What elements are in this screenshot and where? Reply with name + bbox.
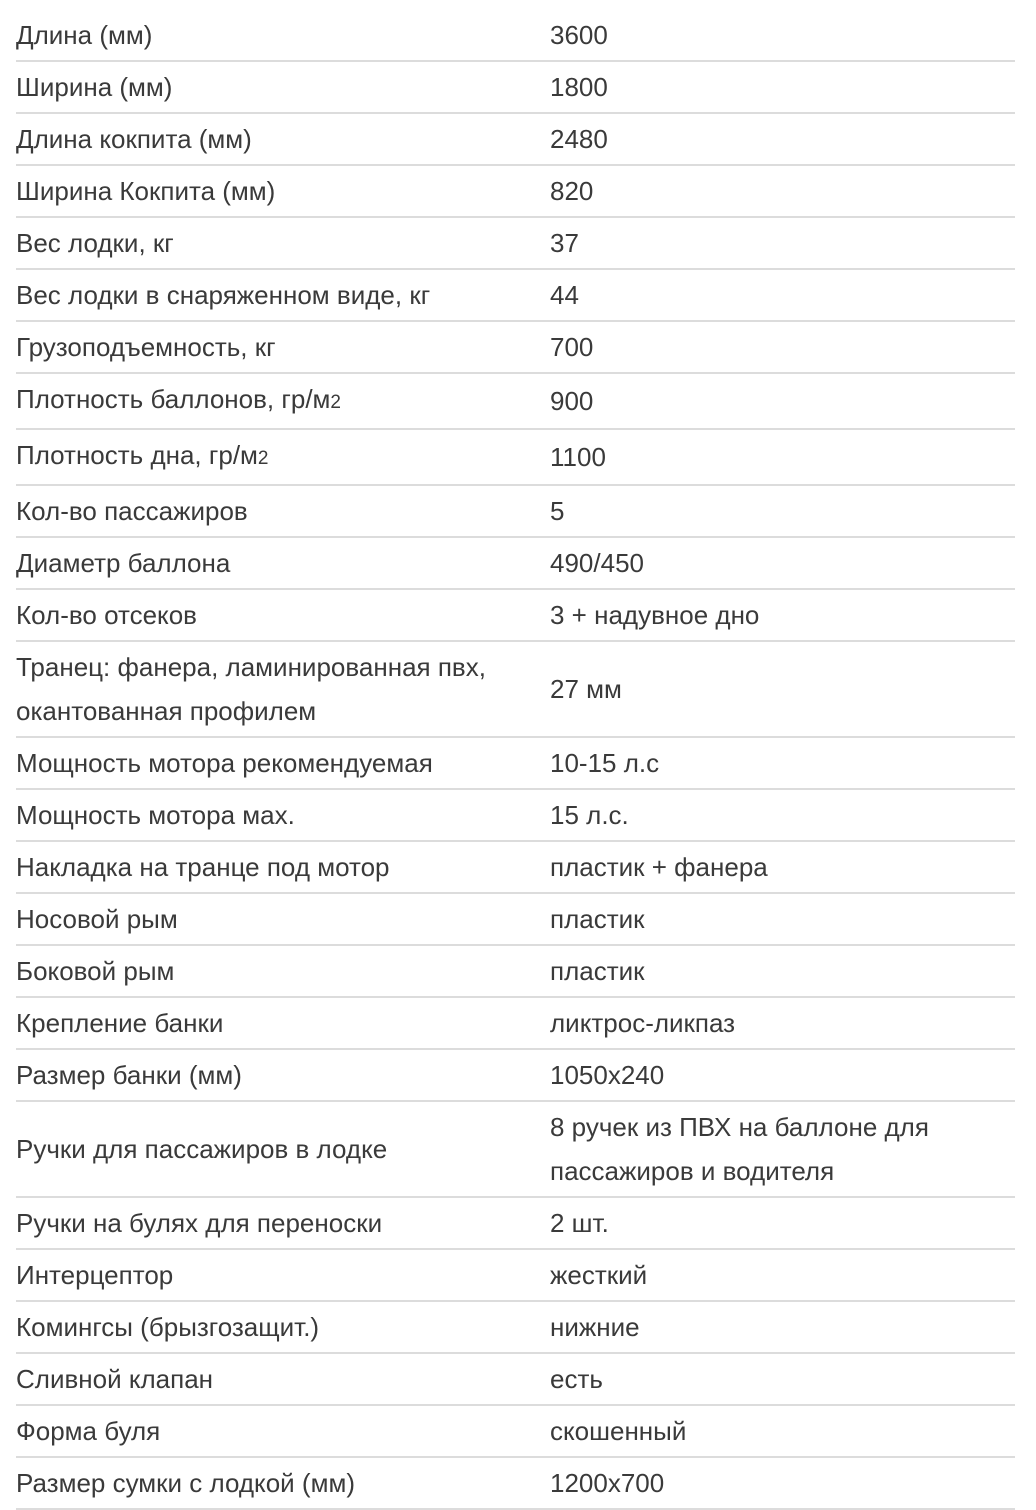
- spec-name-cell: [16, 841, 550, 893]
- spec-name-unit-superscript: 2: [330, 392, 341, 413]
- spec-value: 2480: [550, 124, 608, 154]
- spec-row: [16, 893, 1015, 945]
- spec-value-cell: [550, 997, 1015, 1049]
- spec-row: [16, 1049, 1015, 1101]
- spec-value-cell: [550, 373, 1015, 429]
- spec-name-cell: [16, 1301, 550, 1353]
- spec-row: [16, 269, 1015, 321]
- spec-value: 1200х700: [550, 1468, 665, 1498]
- spec-value: 3 + надувное дно: [550, 600, 760, 630]
- spec-name-cell: [16, 589, 550, 641]
- spec-value: 10-15 л.с: [550, 748, 660, 778]
- spec-row: [16, 10, 1015, 61]
- spec-name: Размер сумки с лодкой (мм): [16, 1468, 355, 1498]
- spec-value-cell: [550, 485, 1015, 537]
- spec-value-cell: [550, 1457, 1015, 1509]
- spec-name: Вес лодки, кг: [16, 228, 174, 258]
- spec-value: 3600: [550, 20, 608, 50]
- spec-name: Сливной клапан: [16, 1364, 214, 1394]
- spec-name: Грузоподъемность, кг: [16, 332, 276, 362]
- spec-value: пластик: [550, 956, 645, 986]
- spec-value-cell: [550, 429, 1015, 485]
- spec-name-cell: [16, 61, 550, 113]
- spec-value: есть: [550, 1364, 603, 1394]
- spec-row: [16, 997, 1015, 1049]
- spec-value-cell: [550, 641, 1015, 737]
- spec-value: 5: [550, 496, 565, 526]
- spec-value: 37: [550, 228, 579, 258]
- spec-name: Ручки для пассажиров в лодке: [16, 1134, 388, 1164]
- spec-value-cell: [550, 1101, 1015, 1197]
- spec-value-cell: [550, 1197, 1015, 1249]
- spec-name: Ширина Кокпита (мм): [16, 176, 276, 206]
- spec-name-cell: [16, 10, 550, 61]
- spec-name-cell: [16, 1405, 550, 1457]
- spec-row: [16, 165, 1015, 217]
- spec-value: 490/450: [550, 548, 644, 578]
- spec-name: Длина кокпита (мм): [16, 124, 252, 154]
- specs-table: [16, 10, 1015, 1510]
- spec-value-cell: [550, 321, 1015, 373]
- spec-value-cell: [550, 113, 1015, 165]
- spec-value: 700: [550, 332, 594, 362]
- spec-name-cell: [16, 165, 550, 217]
- spec-name-cell: [16, 269, 550, 321]
- spec-value-cell: [550, 841, 1015, 893]
- spec-name: Транец: фанера, ламинированная пвх, окантованная профилем: [16, 652, 486, 726]
- spec-name-cell: [16, 1249, 550, 1301]
- spec-value: 1800: [550, 72, 608, 102]
- spec-value: скошенный: [550, 1416, 687, 1446]
- spec-name-cell: [16, 373, 550, 429]
- spec-row: [16, 641, 1015, 737]
- spec-value: 2 шт.: [550, 1208, 609, 1238]
- spec-value: 820: [550, 176, 594, 206]
- spec-row: [16, 1353, 1015, 1405]
- spec-name-cell: [16, 789, 550, 841]
- spec-name: Диаметр баллона: [16, 548, 231, 578]
- spec-value: 1100: [550, 442, 606, 472]
- spec-name-cell: [16, 485, 550, 537]
- spec-name-cell: [16, 113, 550, 165]
- spec-row: [16, 789, 1015, 841]
- spec-value-cell: [550, 269, 1015, 321]
- spec-name: Кол-во отсеков: [16, 600, 197, 630]
- spec-value-cell: [550, 1353, 1015, 1405]
- spec-name: Длина (мм): [16, 20, 153, 50]
- spec-row: [16, 1457, 1015, 1509]
- spec-value: ликтрос-ликпаз: [550, 1008, 736, 1038]
- spec-row: [16, 1301, 1015, 1353]
- spec-value-cell: [550, 217, 1015, 269]
- spec-row: [16, 1249, 1015, 1301]
- spec-name: Ручки на булях для переноски: [16, 1208, 383, 1238]
- spec-name-cell: [16, 997, 550, 1049]
- spec-value-cell: [550, 165, 1015, 217]
- spec-row: [16, 537, 1015, 589]
- spec-value-cell: [550, 537, 1015, 589]
- spec-name-cell: [16, 1197, 550, 1249]
- spec-value: 27 мм: [550, 674, 622, 704]
- spec-value-cell: [550, 789, 1015, 841]
- spec-name-cell: [16, 1049, 550, 1101]
- spec-row: [16, 113, 1015, 165]
- spec-name: Интерцептор: [16, 1260, 174, 1290]
- spec-value-cell: [550, 10, 1015, 61]
- spec-value: 1050х240: [550, 1060, 665, 1090]
- spec-value: жесткий: [550, 1260, 648, 1290]
- spec-row: [16, 589, 1015, 641]
- spec-name-cell: [16, 1457, 550, 1509]
- spec-value: 44: [550, 280, 579, 310]
- spec-name-cell: [16, 893, 550, 945]
- spec-name: Кол-во пассажиров: [16, 496, 248, 526]
- spec-name: Мощность мотора рекомендуемая: [16, 748, 433, 778]
- spec-name: Мощность мотора мах.: [16, 800, 295, 830]
- spec-value: 15 л.с.: [550, 800, 629, 830]
- spec-row: [16, 841, 1015, 893]
- spec-value: 900: [550, 386, 594, 416]
- spec-name: Комингсы (брызгозащит.): [16, 1312, 320, 1342]
- spec-value-cell: [550, 1301, 1015, 1353]
- spec-name-cell: [16, 737, 550, 789]
- spec-name: Боковой рым: [16, 956, 175, 986]
- spec-name: Ширина (мм): [16, 72, 173, 102]
- spec-name: Крепление банки: [16, 1008, 224, 1038]
- spec-value-cell: [550, 945, 1015, 997]
- spec-row: [16, 429, 1015, 485]
- spec-value-cell: [550, 737, 1015, 789]
- spec-value-cell: [550, 589, 1015, 641]
- spec-value-cell: [550, 1249, 1015, 1301]
- spec-row: [16, 1101, 1015, 1197]
- spec-value-cell: [550, 1405, 1015, 1457]
- spec-value: пластик: [550, 904, 645, 934]
- spec-row: [16, 217, 1015, 269]
- spec-row: [16, 321, 1015, 373]
- spec-name: Носовой рым: [16, 904, 178, 934]
- spec-name: Форма буля: [16, 1416, 161, 1446]
- spec-value: нижние: [550, 1312, 640, 1342]
- spec-row: [16, 737, 1015, 789]
- spec-name: Плотность баллонов, гр/м: [16, 384, 331, 414]
- spec-row: [16, 61, 1015, 113]
- spec-value-cell: [550, 1049, 1015, 1101]
- spec-value-cell: [550, 61, 1015, 113]
- spec-row: [16, 1405, 1015, 1457]
- spec-name-cell: [16, 537, 550, 589]
- specs-table-body: [16, 10, 1015, 1509]
- spec-name: Вес лодки в снаряженном виде, кг: [16, 280, 431, 310]
- spec-value-cell: [550, 893, 1015, 945]
- spec-name-cell: [16, 1353, 550, 1405]
- spec-name: Накладка на транце под мотор: [16, 852, 390, 882]
- spec-name-cell: [16, 641, 550, 737]
- spec-name-cell: [16, 217, 550, 269]
- spec-name-cell: [16, 429, 550, 485]
- spec-name-unit-superscript: 2: [257, 448, 269, 469]
- spec-name-cell: [16, 1101, 550, 1197]
- spec-row: [16, 373, 1015, 429]
- spec-row: [16, 945, 1015, 997]
- spec-row: [16, 485, 1015, 537]
- spec-name-cell: [16, 945, 550, 997]
- spec-name: Плотность дна, гр/м: [16, 440, 258, 470]
- spec-value: 8 ручек из ПВХ на баллоне для пассажиров и водителя: [550, 1112, 929, 1186]
- spec-name: Размер банки (мм): [16, 1060, 242, 1090]
- spec-name-cell: [16, 321, 550, 373]
- spec-row: [16, 1197, 1015, 1249]
- spec-value: пластик + фанера: [550, 852, 768, 882]
